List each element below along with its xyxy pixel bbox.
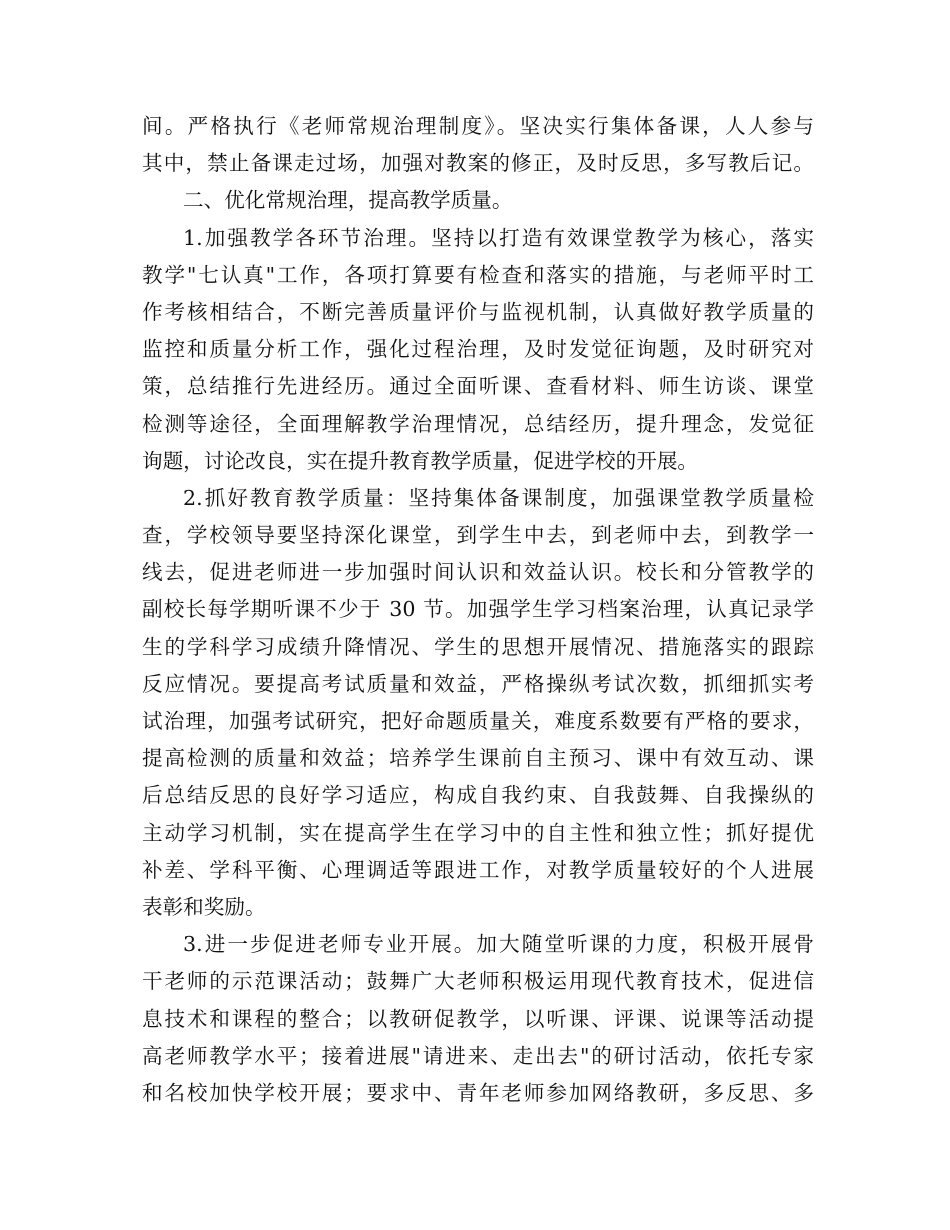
document-body xyxy=(142,108,814,1112)
text-line: 提高检测的质量和效益；培养学生课前自主预习、课中有效互动、课 xyxy=(142,746,814,771)
text-line: 后总结反思的良好学习适应，构成自我约束、自我鼓舞、自我操纵的 xyxy=(142,783,814,808)
text-line: 和名校加快学校开展；要求中、青年老师参加网络教研，多反思、多 xyxy=(142,1080,814,1105)
text-line: 试治理，加强考试研究，把好命题质量关，难度系数要有严格的要求， xyxy=(142,709,814,733)
text-line: 二、优化常规治理，提高教学质量。 xyxy=(183,188,513,213)
text-line: 询题，讨论改良，实在提升教育教学质量，促进学校的开展。 xyxy=(142,448,699,473)
text-line: 高老师教学水平；接着进展"请进来、走出去"的研讨活动，依托专家 xyxy=(142,1043,814,1068)
text-line: 息技术和课程的整合；以教研促教学，以听课、评课、说课等活动提 xyxy=(142,1006,814,1031)
text-line: 查，学校领导要坚持深化课堂，到学生中去，到老师中去，到教学一 xyxy=(142,523,814,548)
text-line: 3.进一步促进老师专业开展。加大随堂听课的力度，积极开展骨 xyxy=(183,932,814,957)
text-line: 表彰和奖励。 xyxy=(142,894,266,919)
text-line: 主动学习机制，实在提高学生在学习中的自主性和独立性；抓好提优 xyxy=(142,820,814,845)
text-line: 检测等途径，全面理解教学治理情况，总结经历，提升理念，发觉征 xyxy=(142,411,814,436)
text-line: 其中，禁止备课走过场，加强对教案的修正，及时反思，多写教后记。 xyxy=(142,151,814,176)
text-line: 策，总结推行先进经历。通过全面听课、查看材料、师生访谈、课堂 xyxy=(142,374,814,399)
text-line: 线去，促进老师进一步加强时间认识和效益认识。校长和分管教学的 xyxy=(142,560,814,585)
text-line: 干老师的示范课活动；鼓舞广大老师积极运用现代教育技术，促进信 xyxy=(142,969,814,994)
text-line: 间。严格执行《老师常规治理制度》。坚决实行集体备课，人人参与 xyxy=(142,114,814,138)
text-line: 作考核相结合，不断完善质量评价与监视机制，认真做好教学质量的 xyxy=(142,299,814,324)
text-line: 教学"七认真"工作，各项打算要有检查和落实的措施，与老师平时工 xyxy=(142,262,814,287)
text-line: 副校长每学期听课不少于 30 节。加强学生学习档案治理，认真记录学 xyxy=(142,597,814,622)
text-line: 1.加强教学各环节治理。坚持以打造有效课堂教学为核心，落实 xyxy=(183,225,814,250)
text-line: 生的学科学习成绩升降情况、学生的思想开展情况、措施落实的跟踪 xyxy=(142,634,814,659)
text-line: 监控和质量分析工作，强化过程治理，及时发觉征询题，及时研究对 xyxy=(142,337,814,362)
text-line: 2.抓好教育教学质量：坚持集体备课制度，加强课堂教学质量检 xyxy=(183,485,814,510)
text-line: 补差、学科平衡、心理调适等跟进工作，对教学质量较好的个人进展 xyxy=(142,857,814,882)
text-line: 反应情况。要提高考试质量和效益，严格操纵考试次数，抓细抓实考 xyxy=(142,671,814,696)
